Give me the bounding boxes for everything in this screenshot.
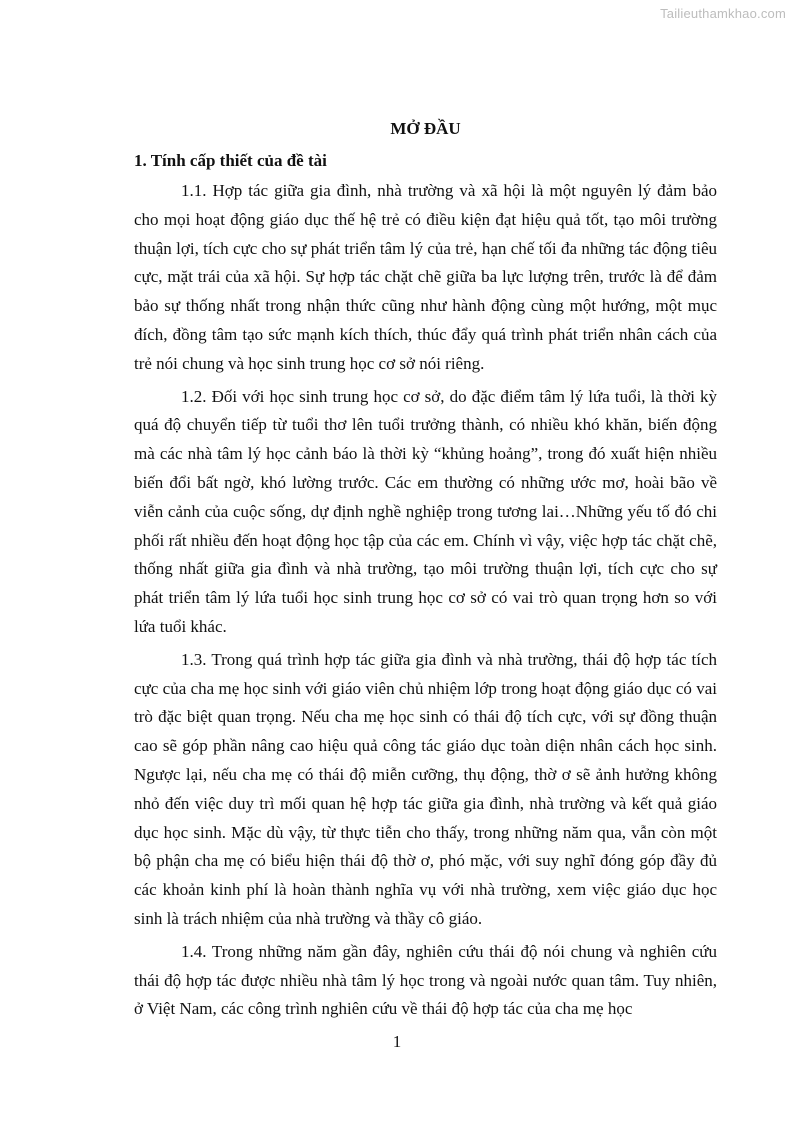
paragraph-1-4: 1.4. Trong những năm gần đây, nghiên cứu thái độ nói chung và nghiên cứu thái độ hợp tác được nhiều nhà tâm lý học trong và ngoài nước quan tâm. Tuy nhiên, ở Việt Nam, các công trình nghiên cứu về thái độ hợp tác của cha mẹ học (134, 941, 717, 1019)
paragraph-1-2: 1.2. Đối với học sinh trung học cơ sở, do đặc điểm tâm lý lứa tuổi, là thời kỳ quá độ chuyển tiếp từ tuổi thơ lên tuổi trưởng thành, có nhiều khó khăn, biến động mà các nhà tâm lý học cảnh báo là thời kỳ “khủng hoảng”, trong đó xuất hiện nhiều biến đổi bất ngờ, khó lường trước. Các em thường có những ước mơ, hoài bão về viễn cảnh của cuộc sống, dự định nghề nghiệp trong tương lai…Những yếu tố đó chi phối rất nhiều đến hoạt động học tập của các em. Chính vì vậy, việc hợp tác chặt chẽ, thống nhất giữa gia đình và nhà trường, tạo môi trường thuận lợi, tích cực cho sự phát triển tâm lý lứa tuổi học sinh trung học cơ sở có vai trò quan trọng hơn so với lứa tuổi khác. (134, 386, 717, 636)
page-title: MỞ ĐẦU (390, 119, 461, 138)
page-number: 1 (392, 1032, 402, 1051)
section-heading: 1. Tính cấp thiết của đề tài (134, 151, 327, 170)
paragraph-1-3: 1.3. Trong quá trình hợp tác giữa gia đình và nhà trường, thái độ hợp tác tích cực của cha mẹ học sinh với giáo viên chủ nhiệm lớp trong hoạt động giáo dục có vai trò đặc biệt quan trọng. Nếu cha mẹ học sinh có thái độ tích cực, với sự đồng thuận cao sẽ góp phần nâng cao hiệu quả công tác giáo dục toàn diện nhân cách học sinh. Ngược lại, nếu cha mẹ có thái độ miễn cưỡng, thụ động, thờ ơ sẽ ảnh hưởng không nhỏ đến việc duy trì mối quan hệ hợp tác giữa gia đình, nhà trường và kết quả giáo dục học sinh. Mặc dù vậy, từ thực tiễn cho thấy, trong những năm qua, vẫn còn một bộ phận cha mẹ có biểu hiện thái độ thờ ơ, phó mặc, với suy nghĩ đóng góp đầy đủ các khoản kinh phí là hoàn thành nghĩa vụ với nhà trường, xem việc giáo dục học sinh là trách nhiệm của nhà trường và thầy cô giáo. (134, 649, 717, 928)
watermark-text: Tailieuthamkhao.com (660, 6, 786, 21)
paragraph-1-1: 1.1. Hợp tác giữa gia đình, nhà trường và xã hội là một nguyên lý đảm bảo cho mọi hoạt động giáo dục thế hệ trẻ có điều kiện đạt hiệu quả tốt, tạo môi trường thuận lợi, tích cực cho sự phát triển tâm lý của trẻ, hạn chế tối đa những tác động tiêu cực, mặt trái của xã hội. Sự hợp tác chặt chẽ giữa ba lực lượng trên, trước là để đảm bảo sự thống nhất trong nhận thức cũng như hành động cùng một hướng, một mục đích, đồng tâm tạo sức mạnh kích thích, thúc đẩy quá trình phát triển nhân cách của trẻ nói chung và học sinh trung học cơ sở nói riêng. (134, 181, 717, 373)
document-body (134, 117, 717, 1028)
